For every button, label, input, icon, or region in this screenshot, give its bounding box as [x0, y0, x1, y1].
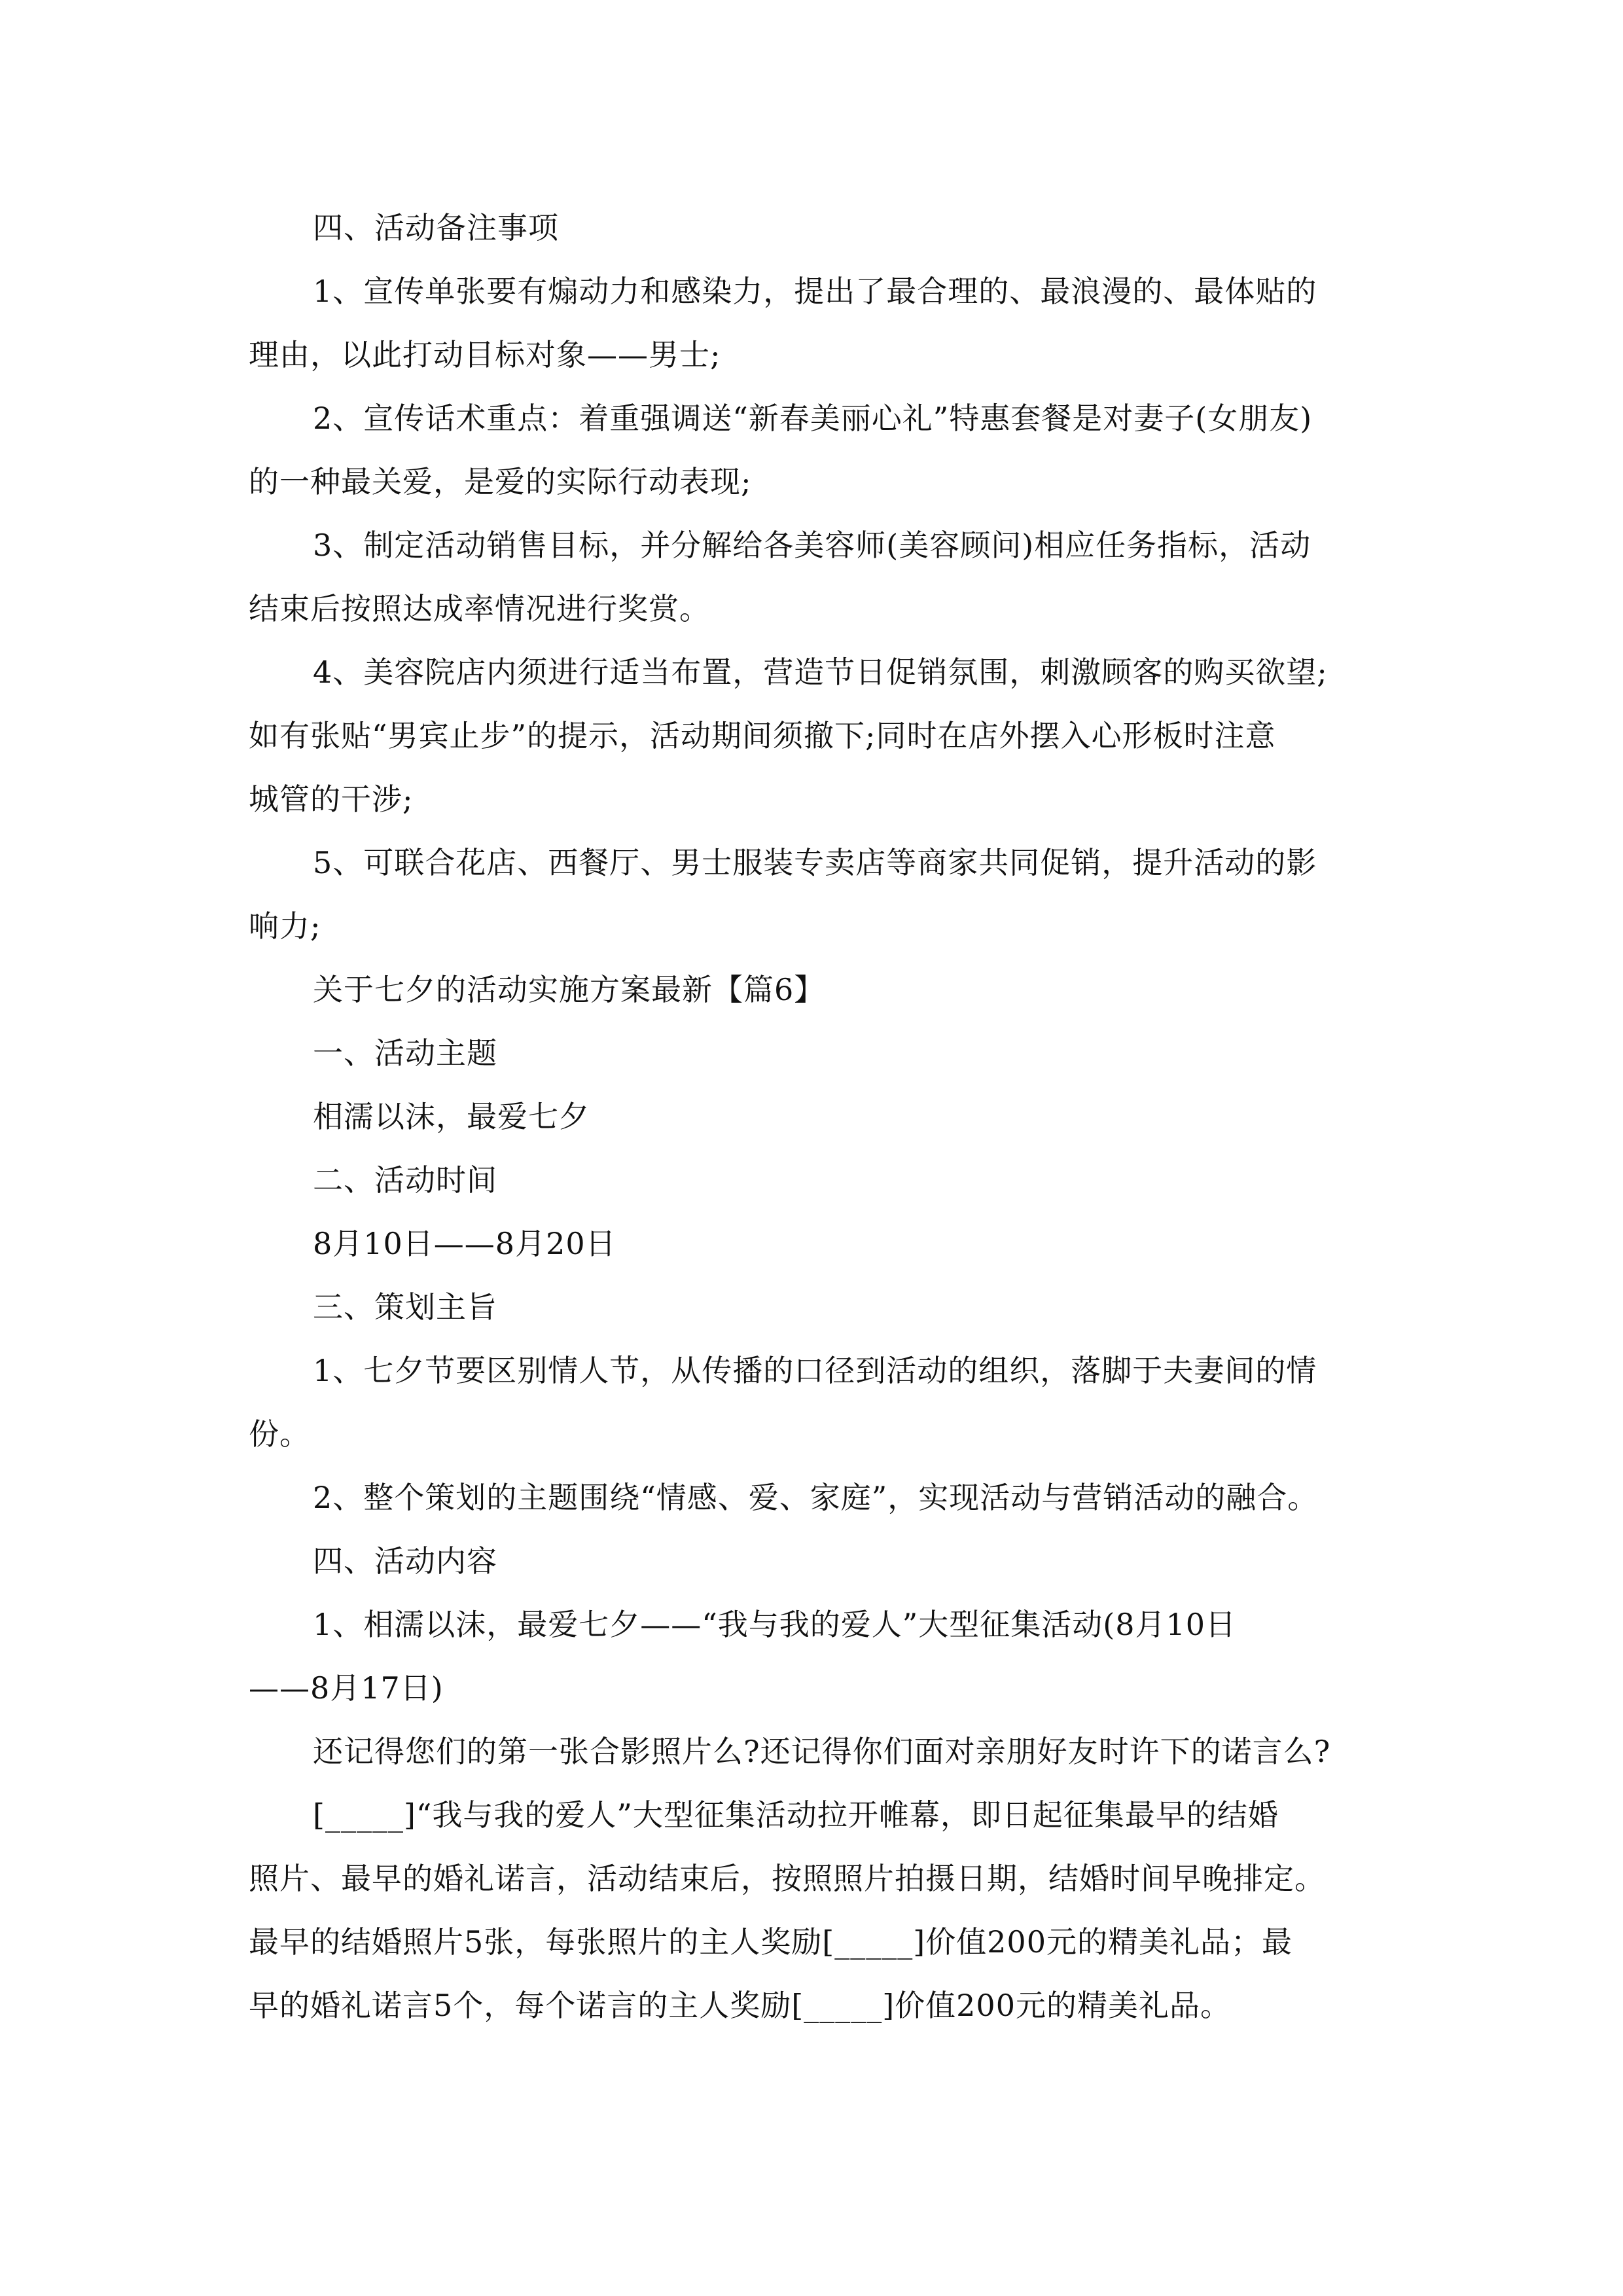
paragraph-line: 结束后按照达成率情况进行奖赏。	[249, 591, 710, 626]
paragraph-line: 1、相濡以沫，最爱七夕——“我与我的爱人”大型征集活动(8月10日	[313, 1607, 1237, 1642]
document-section-title: 关于七夕的活动实施方案最新【篇6】	[313, 972, 825, 1007]
paragraph-line: 的一种最关爱，是爱的实际行动表现;	[249, 464, 752, 499]
paragraph-line: [_____]“我与我的爱人”大型征集活动拉开帷幕，即日起征集最早的结婚	[313, 1797, 1279, 1833]
paragraph-line: 如有张贴“男宾止步”的提示，活动期间须撤下;同时在店外摆入心形板时注意	[249, 718, 1276, 753]
section-heading-notes: 四、活动备注事项	[313, 210, 559, 245]
paragraph-line: 照片、最早的婚礼诺言，活动结束后，按照照片拍摄日期，结婚时间早晚排定。	[249, 1861, 1325, 1896]
paragraph-line: 5、可联合花店、西餐厅、男士服装专卖店等商家共同促销，提升活动的影	[313, 845, 1317, 880]
paragraph-line: 4、美容院店内须进行适当布置，营造节日促销氛围，刺激顾客的购买欲望;	[313, 655, 1328, 690]
section-heading-purpose: 三、策划主旨	[313, 1289, 497, 1325]
section-heading-time: 二、活动时间	[313, 1162, 497, 1198]
paragraph-line: 城管的干涉;	[249, 781, 414, 817]
paragraph-line: 相濡以沫，最爱七夕	[313, 1099, 590, 1134]
paragraph-line: 3、制定活动销售目标，并分解给各美容师(美容顾问)相应任务指标，活动	[313, 528, 1311, 563]
paragraph-line: 2、宣传话术重点：着重强调送“新春美丽心礼”特惠套餐是对妻子(女朋友)	[313, 401, 1313, 436]
paragraph-line: 理由，以此打动目标对象——男士;	[249, 337, 721, 372]
paragraph-line: 1、七夕节要区别情人节，从传播的口径到活动的组织，落脚于夫妻间的情	[313, 1353, 1317, 1388]
paragraph-line: 份。	[249, 1416, 310, 1452]
paragraph-line: 响力;	[249, 908, 321, 944]
paragraph-line: 8月10日——8月20日	[313, 1226, 616, 1261]
paragraph-line: ——8月17日)	[249, 1670, 444, 1706]
paragraph-line: 早的婚礼诺言5个，每个诺言的主人奖励[_____]价值200元的精美礼品。	[249, 1988, 1231, 2023]
paragraph-line: 2、整个策划的主题围绕“情感、爱、家庭”，实现活动与营销活动的融合。	[313, 1480, 1319, 1515]
section-heading-content: 四、活动内容	[313, 1543, 497, 1579]
section-heading-theme: 一、活动主题	[313, 1035, 497, 1071]
paragraph-line: 最早的结婚照片5张，每张照片的主人奖励[_____]价值200元的精美礼品；最	[249, 1924, 1293, 1960]
paragraph-line: 还记得您们的第一张合影照片么?还记得你们面对亲朋好友时许下的诺言么?	[313, 1734, 1331, 1769]
paragraph-line: 1、宣传单张要有煽动力和感染力，提出了最合理的、最浪漫的、最体贴的	[313, 274, 1317, 309]
